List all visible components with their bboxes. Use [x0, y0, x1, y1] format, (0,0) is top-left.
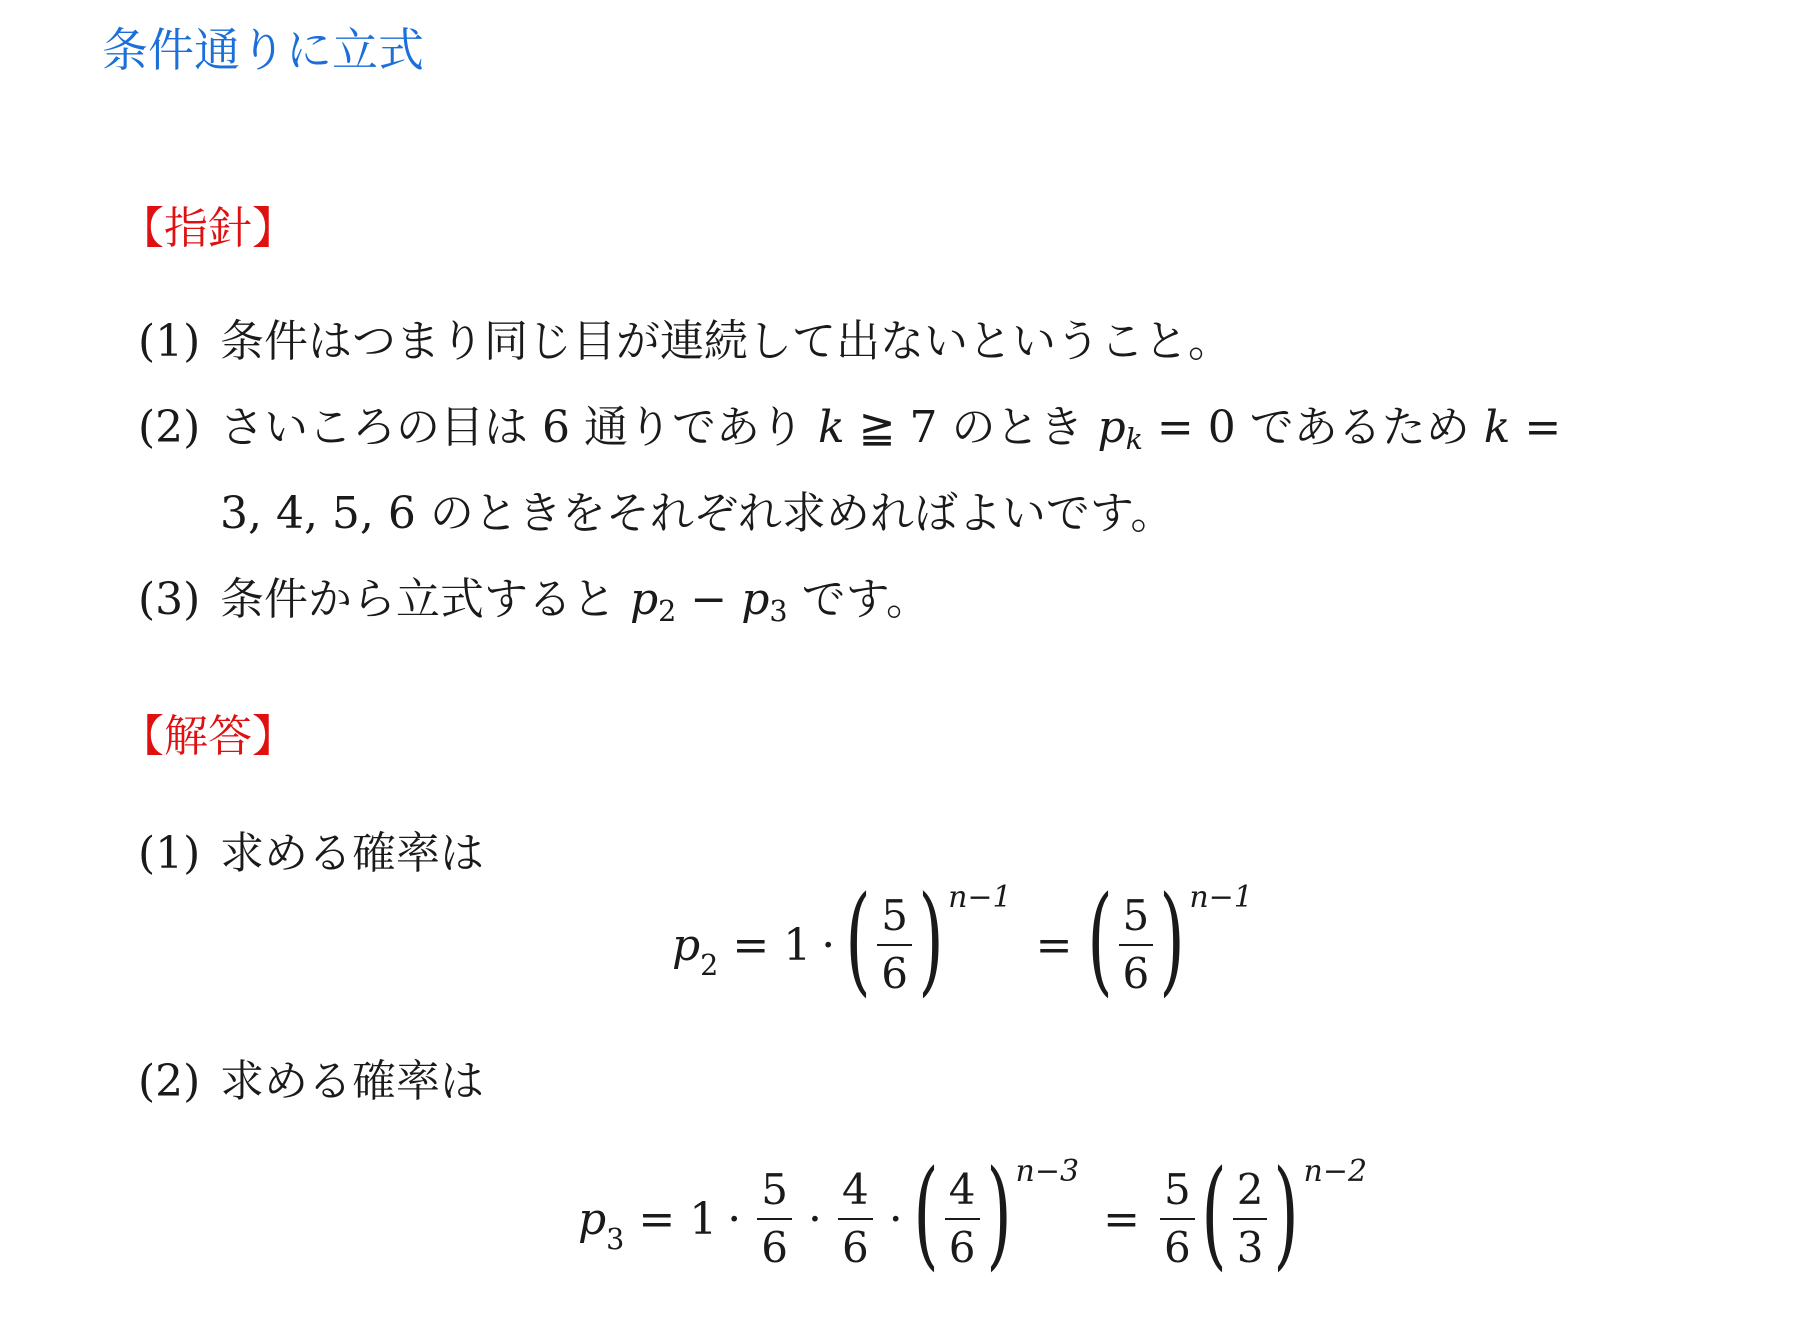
- fraction-numerator: 5: [1119, 892, 1154, 946]
- fraction: [757, 1166, 792, 1273]
- right-paren: ): [1159, 870, 1185, 1008]
- item-number: (2): [138, 402, 201, 453]
- exponent: n−2: [1303, 1154, 1368, 1189]
- left-paren: (: [845, 870, 871, 1008]
- item-text: 求める確率は: [220, 1056, 484, 1107]
- math-subscript: 2: [700, 948, 719, 982]
- cdot: ·: [888, 1193, 903, 1245]
- formula-p3: [578, 1144, 1368, 1282]
- cdot: ·: [821, 919, 836, 971]
- right-paren: ): [1273, 1144, 1300, 1282]
- page-title: 条件通りに立式: [102, 23, 424, 77]
- cdot: ·: [807, 1193, 822, 1245]
- hint-item-1: [138, 316, 1232, 367]
- answer-heading: 【解答】: [120, 711, 296, 762]
- fraction: [945, 1166, 980, 1273]
- fraction-numerator: 5: [877, 892, 912, 946]
- fraction-numerator: 2: [1233, 1166, 1268, 1220]
- item-number: (1): [138, 316, 201, 367]
- item-text: です。: [787, 574, 931, 625]
- math-subscript: 3: [606, 1222, 625, 1256]
- equals-sign: =: [732, 919, 770, 971]
- math-number: 1: [783, 919, 812, 971]
- fraction: [1160, 1166, 1195, 1273]
- item-text: −: [676, 574, 742, 625]
- equals-sign: =: [1035, 919, 1073, 971]
- right-paren: ): [918, 870, 944, 1008]
- fraction: [877, 892, 912, 999]
- fraction-denominator: 6: [1122, 949, 1150, 998]
- answer-item-2: [138, 1056, 484, 1107]
- math-var-p: p: [672, 919, 701, 971]
- answer-item-1: [138, 828, 484, 879]
- exponent: n−1: [948, 880, 1012, 915]
- hint-item-3: [138, 574, 931, 629]
- math-var-p: p: [1097, 402, 1126, 453]
- math-number: 1: [689, 1193, 718, 1245]
- fraction-denominator: 6: [948, 1223, 976, 1272]
- fraction-denominator: 6: [881, 949, 909, 998]
- fraction-numerator: 5: [757, 1166, 792, 1220]
- math-var-p: p: [741, 574, 770, 625]
- left-paren: (: [1086, 870, 1113, 1008]
- fraction-denominator: 6: [841, 1223, 869, 1272]
- left-paren: (: [1201, 1144, 1227, 1282]
- item-number: (2): [138, 1056, 201, 1107]
- fraction-denominator: 6: [1163, 1223, 1191, 1272]
- equals-sign: =: [1103, 1193, 1140, 1245]
- item-text: = 0 であるため: [1142, 402, 1484, 453]
- hint-item-2: [138, 402, 1562, 457]
- math-subscript: k: [1125, 422, 1143, 457]
- left-paren: (: [913, 1144, 939, 1282]
- math-var-p: p: [630, 574, 659, 625]
- hint-heading: 【指針】: [120, 203, 296, 254]
- math-var-k: k: [817, 402, 845, 453]
- exponent: n−3: [1015, 1154, 1080, 1189]
- item-text: =: [1510, 402, 1562, 453]
- hint-item-2-continuation: 3, 4, 5, 6 のときをそれぞれ求めればよいです。: [220, 488, 1175, 539]
- item-text: 求める確率は: [220, 828, 484, 879]
- fraction-numerator: 4: [945, 1166, 980, 1220]
- cdot: ·: [727, 1193, 742, 1245]
- item-number: (3): [138, 574, 201, 625]
- exponent: n−1: [1189, 880, 1253, 915]
- formula-p2: [672, 870, 1253, 1008]
- fraction-denominator: 6: [761, 1223, 788, 1272]
- fraction: [838, 1166, 873, 1273]
- math-subscript: 2: [658, 594, 677, 629]
- fraction: [1233, 1166, 1268, 1273]
- fraction-denominator: 3: [1236, 1223, 1264, 1272]
- right-paren: ): [985, 1144, 1012, 1282]
- item-text: さいころの目は 6 通りであり: [220, 402, 818, 453]
- math-var-k: k: [1483, 402, 1511, 453]
- fraction: [1119, 892, 1154, 999]
- fraction-numerator: 5: [1160, 1166, 1195, 1220]
- math-var-p: p: [578, 1193, 607, 1245]
- math-subscript: 3: [769, 594, 788, 629]
- item-text: 条件はつまり同じ目が連続して出ないということ。: [220, 316, 1232, 367]
- equals-sign: =: [638, 1193, 676, 1245]
- item-number: (1): [138, 828, 201, 879]
- item-text: ≧ 7 のとき: [844, 402, 1098, 453]
- item-text: 条件から立式すると: [220, 574, 630, 625]
- fraction-numerator: 4: [838, 1166, 873, 1220]
